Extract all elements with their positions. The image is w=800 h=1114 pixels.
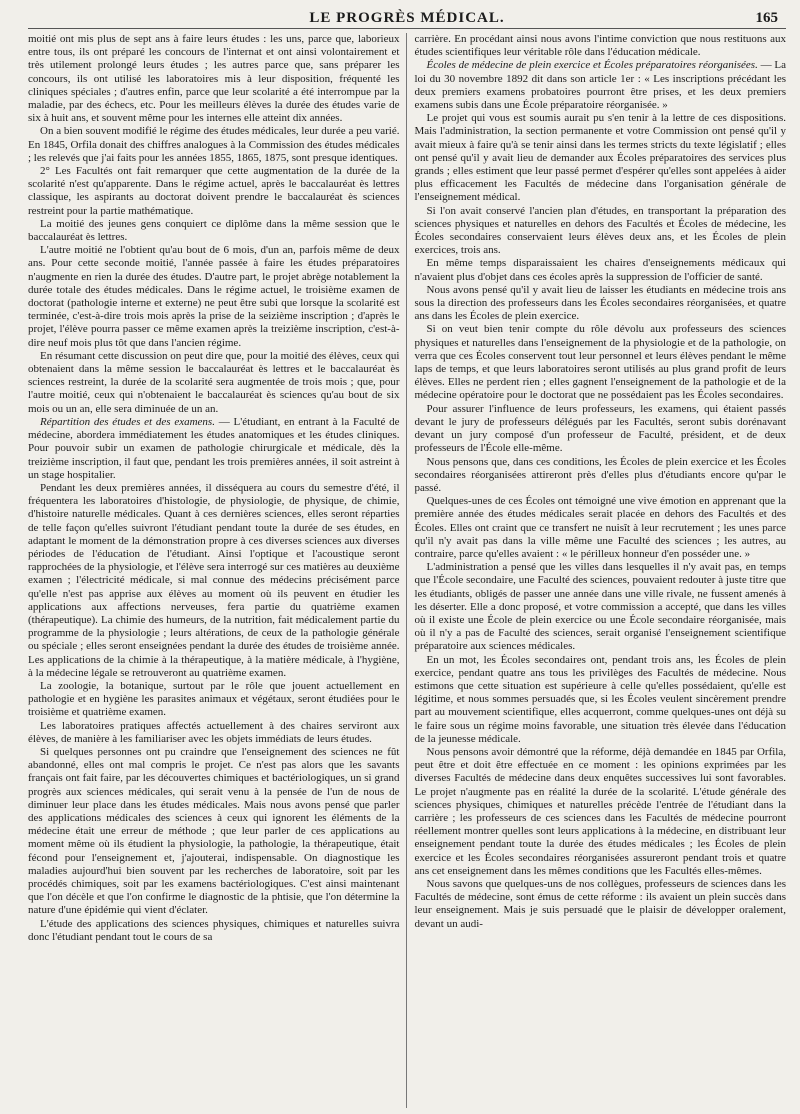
paragraph bbox=[28, 720, 400, 746]
paragraph bbox=[415, 257, 787, 283]
paragraph-text: Nous pensons avoir démontré que la réforme, déjà demandée en 1845 par Orfila, peut être et doit être effectuée en ce moment : les opinions exprimées par les diverses Facultés de médecine dans deux enquêtes successives lui sont favorables. Le projet n'augmente pas en réalité la durée de la scolarité. L'étude générale des sciences physiques, chimiques et naturelles précède l'entrée de l'étudiant dans la carrière ; les professeurs de ces sciences dans les Facultés de médecine pourront réellement montrer quelles sont leurs applications à la médecine, en distribuant leur enseignement pendant toute la durée des études médicales ; les Écoles de plein exercice et les Écoles secondaires réorganisées assureront pendant trois et quatre ans cet enseignement dans les mêmes conditions que les Facultés elles-mêmes. bbox=[414, 745, 786, 877]
paragraph-text: Pendant les deux premières années, il disséquera au cours du semestre d'été, il fréquentera les laboratoires d'histologie, de physiologie, de physique, de chimie, d'histoire naturelle médicales. Quant à ces dernières sciences, elles seront réparties de telle façon qu'elles suivront l'étudiant pendant toute la durée de ses études, en adaptant le moment de la démonstration propre à ces diverses sciences aux diverses périodes de l'éducation de l'étudiant. Ainsi l'optique et l'acoustique seront rapprochées de la physiologie, et l'élève sera interrogé sur ces matières au deuxième examen ; l'électricité médicale, si mal connue des médecins précisément parce qu'elle n'est pas apprise aux élèves au moment où ils peuvent en étudier les applications aux affections nerveuses, fera partie du quatrième examen (thérapeutique). La chimie des humeurs, de la nutrition, fait médicalement partie du programme de la physiologie ; leurs altérations, de ceux de la pathologie générale ou spéciale ; elles seront enseignées pendant la durée des études de troisième année. Les applications de la chimie à la thérapeutique, à la matière médicale, à l'hygiène, à la médecine légale se retrouveront au quatrième examen. bbox=[28, 481, 400, 679]
paragraph bbox=[28, 416, 400, 482]
page-number: 165 bbox=[755, 10, 778, 26]
paragraph-text: — L'étudiant, en entrant à la Faculté de médecine, abordera immédiatement les études anatomiques et les études cliniques. Pour pouvoir subir un examen de pathologie chirurgicale et médicale, dès la treizième inscription, il faut que, pendant les trois premières années, il soit astreint à un stage hospitalier. bbox=[28, 415, 400, 481]
paragraph bbox=[415, 746, 787, 878]
paragraph bbox=[28, 350, 400, 416]
paragraph bbox=[28, 165, 400, 218]
paragraph-text: En un mot, les Écoles secondaires ont, pendant trois ans, les Écoles de plein exercice, pendant quatre ans tous les privilèges des Facultés de médecine. Nous estimons que cette situation est supérieure à celle qu'elles possédaient, qu'elle est légitime, et nous sommes persuadés que, si les Écoles veulent sincèrement prendre part au mouvement scientifique, elles acquerront, comme quelques-unes ont déjà su le faire sous un régime moins favorable, une situation très élevée dans l'éducation de la jeunesse médicale. bbox=[414, 653, 786, 745]
text-columns bbox=[28, 33, 786, 1108]
paragraph bbox=[415, 205, 787, 258]
paragraph bbox=[415, 495, 787, 561]
paragraph-text: L'étude des applications des sciences physiques, chimiques et naturelles suivra donc l'étudiant pendant tout le cours de sa bbox=[28, 917, 400, 943]
paragraph bbox=[28, 33, 400, 125]
paragraph bbox=[28, 125, 400, 165]
paragraph bbox=[28, 918, 400, 944]
paragraph-text: La zoologie, la botanique, surtout par le rôle que jouent actuellement en pathologie et en hygiène les parasites animaux et végétaux, seront étudiées pour le troisième et quatrième examen. bbox=[28, 679, 400, 719]
paragraph-text: Le projet qui vous est soumis aurait pu s'en tenir à la lettre de ces dispositions. Mais l'administration, la section permanente et votre Commission ont pensé qu'il y avait mieux à faire qu'à se tenir ainsi dans les termes stricts du texte législatif ; elles ont pensé qu'il y avait lieu de demander aux Écoles préparatoires des services plus grands ; elles estiment que leur passé permet d'espérer qu'elles sont appelées à aider plus efficacement les Facultés de médecine dans l'organisation générale de l'enseignement médical. bbox=[414, 112, 786, 204]
paragraph bbox=[415, 284, 787, 324]
paragraph-text: Si on veut bien tenir compte du rôle dévolu aux professeurs des sciences physiques et naturelles dans l'enseignement de la physiologie et de la pathologie, on verra que ces Écoles conservent tout leur personnel et leurs élèves pendant le même laps de temps, et que leurs laboratoires seront utilisés au plus grand profit de leurs élèves. Elles ne perdent rien ; elles gagnent l'enseignement de la pathologie et de la médecine opératoire pour le doctorat que ne possédaient pas les Écoles secondaires. bbox=[414, 323, 786, 402]
paragraph-text: Nous avons pensé qu'il y avait lieu de laisser les étudiants en médecine trois ans sous la direction des professeurs dans les Écoles secondaires réorganisées, et quatre ans dans les Écoles de plein exercice. bbox=[414, 283, 786, 323]
paragraph bbox=[28, 244, 400, 350]
section-heading: Répartition des études et des examens. bbox=[40, 415, 215, 428]
paragraph bbox=[28, 680, 400, 720]
paragraph-text: L'administration a pensé que les villes dans lesquelles il n'y avait pas, en temps que l'École secondaire, une Faculté des sciences, pouvaient redouter à juste titre que les étudiants, obligés de passer une année dans une ville rivale, ne fussent amenés à les déserter. Elle a donc proposé, et votre commission a accepté, que dans les villes où il existe une École de plein exercice ou une École secondaire réorganisée, mais où il n'y a pas de Faculté des sciences, serait organisé l'enseignement scientifique préparatoire aux sciences médicales. bbox=[414, 561, 786, 653]
paragraph bbox=[415, 33, 787, 59]
paragraph bbox=[28, 746, 400, 918]
paragraph-text: 2° Les Facultés ont fait remarquer que cette augmentation de la durée de la scolarité n'est qu'apparente. Dans le régime actuel, après le baccalauréat ès lettres classique, les aspirants au doctorat doivent prendre le baccalauréat ès sciences restreint pour la partie mathématique. bbox=[28, 165, 400, 217]
paragraph-text: On a bien souvent modifié le régime des études médicales, leur durée a peu varié. En 1845, Orfila donait des chiffres analogues à la Commission des études médicales ; les relevés que j'ai faits pour les années 1855, 1865, 1875, sont presque identiques. bbox=[28, 125, 400, 164]
paragraph-text: Nous pensons que, dans ces conditions, les Écoles de plein exercice et les Écoles secondaires réorganisées attireront près d'elles plus d'étudiants encore qu'par le passé. bbox=[414, 455, 786, 494]
paragraph-text: — La loi du 30 novembre 1892 dit dans son article 1er : « Les inscriptions précédant les deux premiers examens probatoires pourront être prises, et les deux premiers examens subis dans une École préparatoire réorganisée. » bbox=[414, 59, 786, 112]
paragraph-text: moitié ont mis plus de sept ans à faire leurs études : les uns, parce que, laborieux entre tous, ils ont préparé les concours de l'internat et ont ainsi volontairement et très utilement prolongé leurs études ; les autres parce que, sans préparer les concours, ils ont utilisé les laboratoires mis à leur disposition, fréquenté les cliniques spéciales ; d'autres enfin, parce que leur scolarité a été interrompue par la maladie, par des échecs, etc. Pour les meilleurs élèves la durée des études varie de six à huit ans, et souvent même pour les internes elle atteint dix années. bbox=[28, 33, 400, 125]
paragraph-text: Les laboratoires pratiques affectés actuellement à des chaires serviront aux élèves, de manière à les familiariser avec les objets immédiats de leurs études. bbox=[28, 719, 400, 745]
paragraph bbox=[415, 456, 787, 496]
paragraph-text: En même temps disparaissaient les chaires d'enseignements médicaux qui n'avaient plus d'objet dans ces écoles après la suppression de l'officier de santé. bbox=[414, 257, 786, 283]
paragraph-text: La moitié des jeunes gens conquiert ce diplôme dans la même session que le baccalauréat ès lettres. bbox=[28, 217, 400, 244]
paragraph-text: Nous savons que quelques-uns de nos collègues, professeurs de sciences dans les Facultés de médecine, sont émus de cette réforme : ils avaient un plein succès dans leur enseignement. Mais je suis persuadé que le plaisir de développer oralement, devant un audi- bbox=[414, 878, 786, 930]
paragraph bbox=[415, 403, 787, 456]
paragraph-text: Si quelques personnes ont pu craindre que l'enseignement des sciences ne fût abandonné, elles ont mal compris le projet. Ce n'est pas alors que les savants français ont fait faire, par les découvertes chimiques et bactériologiques, un si grand progrès aux sciences médicales, qui serait venu à la pensée de l'un de nous de diminuer leur place dans les études médicales. Mais nous avons pensé que parler des applications médicales des sciences à ceux qui ignorent les éléments de la médecine était une erreur de méthode ; que leur parler de ces applications au moment même où ils étudient la physiologie, la pathologie, la thérapeutique, était fécond pour l'enseignement et, j'ajouterai, indispensable. On diagnostique les maladies aujourd'hui bien souvent par les recherches de laboratoire, soit par les procédés chimiques, soit par les examens bactériologiques. C'est ainsi maintenant que l'on décèle et que l'on confirme le diagnostic de la phtisie, que l'on détermine la nature d'une épidémie qui vient d'éclater. bbox=[28, 745, 400, 917]
paragraph bbox=[28, 482, 400, 680]
paragraph-text: L'autre moitié ne l'obtient qu'au bout de 6 mois, d'un an, parfois même de deux ans. Pour cette seconde moitié, l'année passée à faire les études préparatoires n'augmente en rien la durée des études. D'autre part, le projet abrège notablement la durée totale des études médicales. Dans le régime actuel, le troisième examen de doctorat (pathologie interne et externe) ne peut être subi que lorsque la scolarité est terminée, c'est-à-dire trois mois après la prise de la seizième inscription ; d'après le projet, l'élève pourra passer ce même examen après la treizième inscription, c'est-à-dire neuf mois plus tôt que dans l'ancien régime. bbox=[28, 244, 400, 349]
journal-title: LE PROGRÈS MÉDICAL. bbox=[309, 10, 505, 26]
paragraph bbox=[28, 218, 400, 244]
paragraph bbox=[415, 323, 787, 402]
left-column bbox=[28, 33, 406, 1108]
paragraph-text: Pour assurer l'influence de leurs professeurs, les examens, qui étaient passés devant le jury de professeurs délégués par les Facultés, seront subis dorénavant devant un jury composé d'un professeur de Faculté, président, et de deux professeurs de l'École elle-même. bbox=[414, 402, 786, 455]
section-heading: Écoles de médecine de plein exercice et Écoles préparatoires réorganisées. bbox=[426, 59, 758, 72]
paragraph-text: carrière. En procédant ainsi nous avons l'intime conviction que nous restituons aux études scientifiques leur véritable rôle dans l'éducation médicale. bbox=[414, 33, 786, 59]
page-header bbox=[28, 8, 786, 29]
paragraph-text: En résumant cette discussion on peut dire que, pour la moitié des élèves, ceux qui obtenaient dans la même session le baccalauréat ès lettres et le baccalauréat ès sciences restreint, la durée de la scolarité sera augmentée de trois mois ; que, pour l'autre moitié, ceux qui n'obtenaient le baccalauréat ès sciences qu'au bout de six mois ou un an, elle sera diminuée de un an. bbox=[28, 349, 400, 415]
paragraph bbox=[415, 654, 787, 746]
paragraph bbox=[415, 59, 787, 112]
paragraph bbox=[415, 561, 787, 653]
paragraph bbox=[415, 878, 787, 931]
paragraph-text: Si l'on avait conservé l'ancien plan d'études, en transportant la préparation des sciences physiques et naturelles en dehors des Facultés et Écoles de médecine, les Écoles secondaires conservaient leurs élèves deux ans, et les Écoles de plein exercices, trois ans. bbox=[414, 204, 786, 257]
right-column bbox=[407, 33, 787, 1108]
paragraph bbox=[415, 112, 787, 204]
paragraph-text: Quelques-unes de ces Écoles ont témoigné une vive émotion en apprenant que la première année des études médicales serait placée en dehors des Facultés et des Écoles. Elles ont craint que ce transfert ne nuisît à leur recrutement ; les unes parce qu'il n'y avait pas dans la ville même une Faculté des sciences ; les autres, au contraire, parce qu'elles avaient : « le périlleux honneur d'en posséder une. » bbox=[414, 495, 786, 560]
